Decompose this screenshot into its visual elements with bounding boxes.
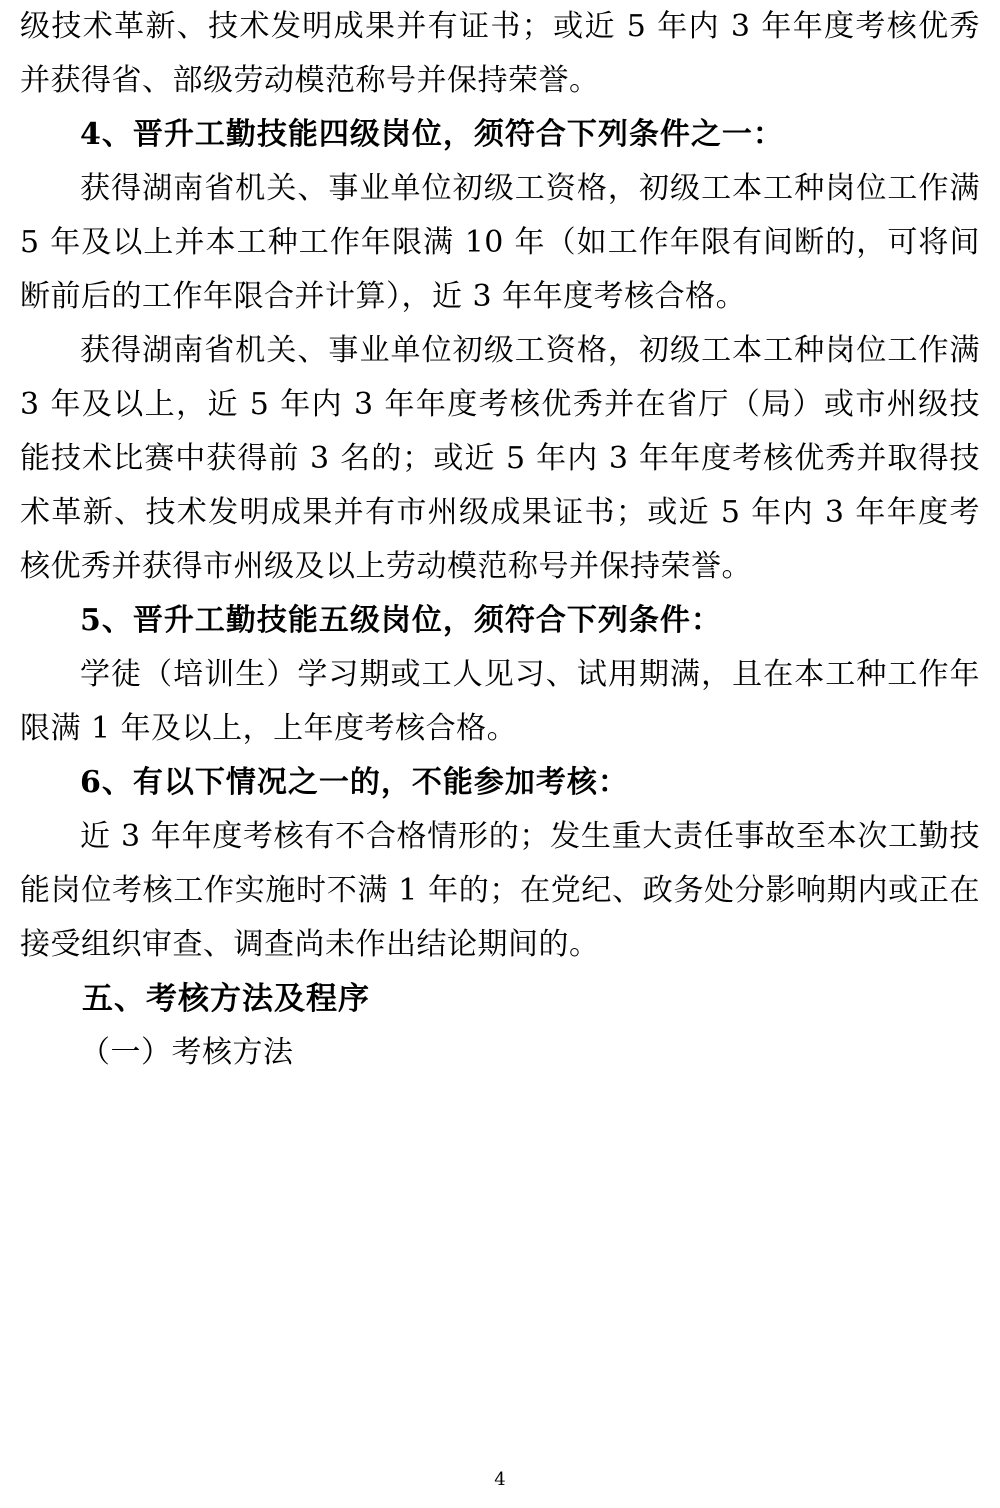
document-body	[20, 0, 980, 1080]
subsection-assessment-method: （一）考核方法	[80, 1035, 294, 1070]
paragraph-grade5-condition: 学徒（培训生）学习期或工人见习、试用期满，且在本工种工作年限满 1 年及以上，上年度考核合格。	[20, 657, 980, 746]
paragraph-disqualification: 近 3 年年度考核有不合格情形的；发生重大责任事故至本次工勤技能岗位考核工作实施时不满 1 年的；在党纪、政务处分影响期内或正在接受组织审查、调查尚未作出结论期间的。	[20, 819, 980, 962]
heading-item-6: 6、有以下情况之一的，不能参加考核：	[80, 765, 629, 800]
paragraph-continued: 级技术革新、技术发明成果并有证书；或近 5 年内 3 年年度考核优秀并获得省、部级劳动模范称号并保持荣誉。	[20, 9, 980, 98]
heading-item-4: 4、晋升工勤技能四级岗位，须符合下列条件之一：	[80, 117, 784, 152]
paragraph-grade4-condition-2: 获得湖南省机关、事业单位初级工资格，初级工本工种岗位工作满 3 年及以上，近 5 年内 3 年年度考核优秀并在省厅（局）或市州级技能技术比赛中获得前 3 名的；或近 5 年内 3 年年度考核优秀并取得技术革新、技术发明成果并有市州级成果证书；或近 5 年内 3 年年度考核优秀并获得市州级及以上劳动模范称号并保持荣誉。	[20, 333, 980, 584]
heading-item-5: 5、晋升工勤技能五级岗位，须符合下列条件：	[80, 603, 722, 638]
page-number: 4	[494, 1469, 506, 1490]
paragraph-grade4-condition-1: 获得湖南省机关、事业单位初级工资格，初级工本工种岗位工作满 5 年及以上并本工种工作年限满 10 年（如工作年限有间断的，可将间断前后的工作年限合并计算），近 3 年年度考核合格。	[20, 171, 980, 314]
section-title-five: 五、考核方法及程序	[82, 981, 370, 1017]
